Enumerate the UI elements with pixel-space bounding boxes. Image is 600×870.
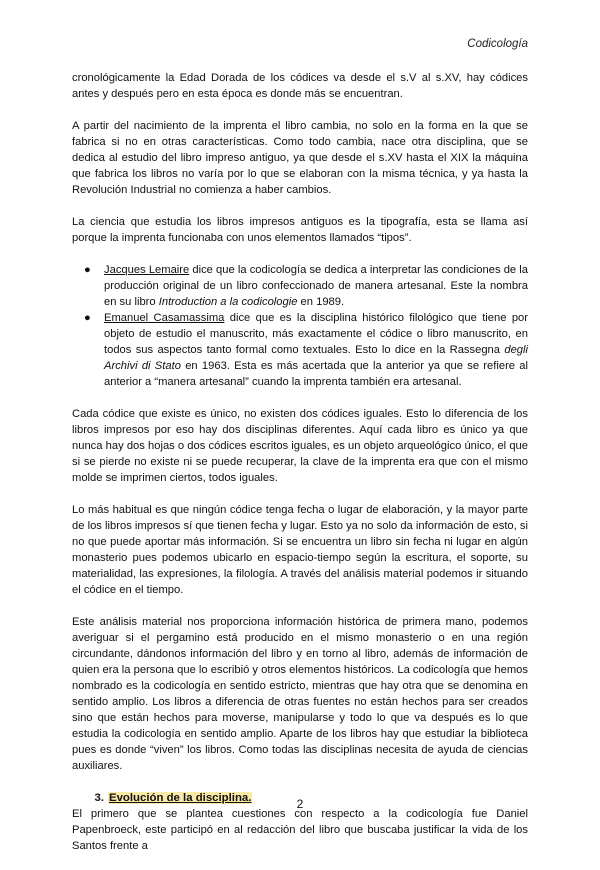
list-item-text: dice que es la disciplina histórico filológico que tiene por objeto de estudio el manuscrito, más exactamente el códice o libro manuscrito, en todos sus aspectos tanto formal como textuales. Esto lo dice en la Rassegna: [104, 312, 528, 356]
list-item-text: en 1989.: [297, 296, 345, 308]
author-name: Emanuel Casamassima: [104, 312, 225, 324]
paragraph: El primero que se plantea cuestiones con respecto a la codicología fue Daniel Papenbroeck, este participó en al redacción del libro que buscaba justificar la vida de los Santos frente a: [72, 808, 528, 852]
section-title: Evolución de la disciplina.: [109, 792, 252, 804]
list-item-text: en 1963. Esta es más acertada que la anterior ya que se refiere al anterior a “manera artesanal” cuando la imprenta también era artesanal.: [104, 360, 528, 388]
bullet-icon: ●: [84, 264, 91, 276]
page-number: 2: [296, 797, 304, 811]
list-item: [72, 262, 528, 310]
paragraph: Este análisis material nos proporciona información histórica de primera mano, podemos averiguar si el pergamino está producido en el mismo monasterio o en una región circundante, dándonos información del libro y en torno al libro, además de información de quien era la persona que lo escribió y otros elementos históricos. La codicología que hemos nombrado es la codicología en sentido estricto, mientras que hay otra que se denomina en sentido amplio. Los libros a diferencia de otras fuentes no están hechos para ser creados sino que están hechos para moverse, manipularse y todo lo que va después es lo que estudia la codicología en sentido amplio. Aparte de los libros hay que estudiar la biblioteca pues es donde “viven” los libros. Como todas las disciplinas necesita de ayuda de ciencias auxiliares.: [72, 616, 528, 772]
list-item: [72, 310, 528, 390]
book-title: Introduction a la codicologie: [158, 296, 298, 308]
paragraph: cronológicamente la Edad Dorada de los códices va desde el s.V al s.XV, hay códices antes y después pero en esta época es donde más se encuentran.: [72, 72, 528, 100]
author-name: Jacques Lemaire: [104, 264, 190, 276]
list-item-text: dice que la codicología se dedica a interpretar las condiciones de la producción original de un libro confeccionado de manera artesanal. Este la nombra en su libro: [104, 264, 528, 308]
running-header: Codicología: [467, 38, 528, 50]
definitions-list: [72, 262, 528, 390]
publication-title: degli Archivi di Stato: [104, 344, 528, 372]
paragraph: A partir del nacimiento de la imprenta el libro cambia, no solo en la forma en la que se fabrica si no en otras características. Como todo cambia, nace otra disciplina, que se dedica al estudio del libro impreso antiguo, ya que desde el s.XV hasta el XIX la máquina que fabrica los libros no varía por lo que se elaboran con la misma técnica, y ya hasta la Revolución Industrial no comienza a haber cambios.: [72, 120, 528, 196]
page-body: [72, 70, 528, 870]
bullet-icon: ●: [84, 312, 91, 324]
section-number: 3.: [94, 792, 104, 804]
paragraph: La ciencia que estudia los libros impresos antiguos es la tipografía, esta se llama así porque la imprenta funcionaba con unos elementos llamados “tipos”.: [72, 216, 528, 244]
paragraph: Lo más habitual es que ningún códice tenga fecha o lugar de elaboración, y la mayor parte de los libros impresos sí que tienen fecha y lugar. Esto ya no solo da información de esto, si no que puede aportar más información. Si se encuentra un libro sin fecha ni lugar en algún monasterio pues podemos ubicarlo en espacio-tiempo según la escritura, el soporte, su materialidad, las expresiones, la filología. A través del análisis material podemos ir situando el códice en el tiempo.: [72, 504, 528, 596]
paragraph: Cada códice que existe es único, no existen dos códices iguales. Esto lo diferencia de los libros impresos por eso hay dos disciplinas diferentes. Aquí cada libro es único ya que nunca hay dos hojas o dos códices escritos iguales, es un objeto arqueológico único, el que si se pierde no existe ni se puede recuperar, la clave de la imprenta era que con el mismo molde se imprimen ciertos, todos iguales.: [72, 408, 528, 484]
